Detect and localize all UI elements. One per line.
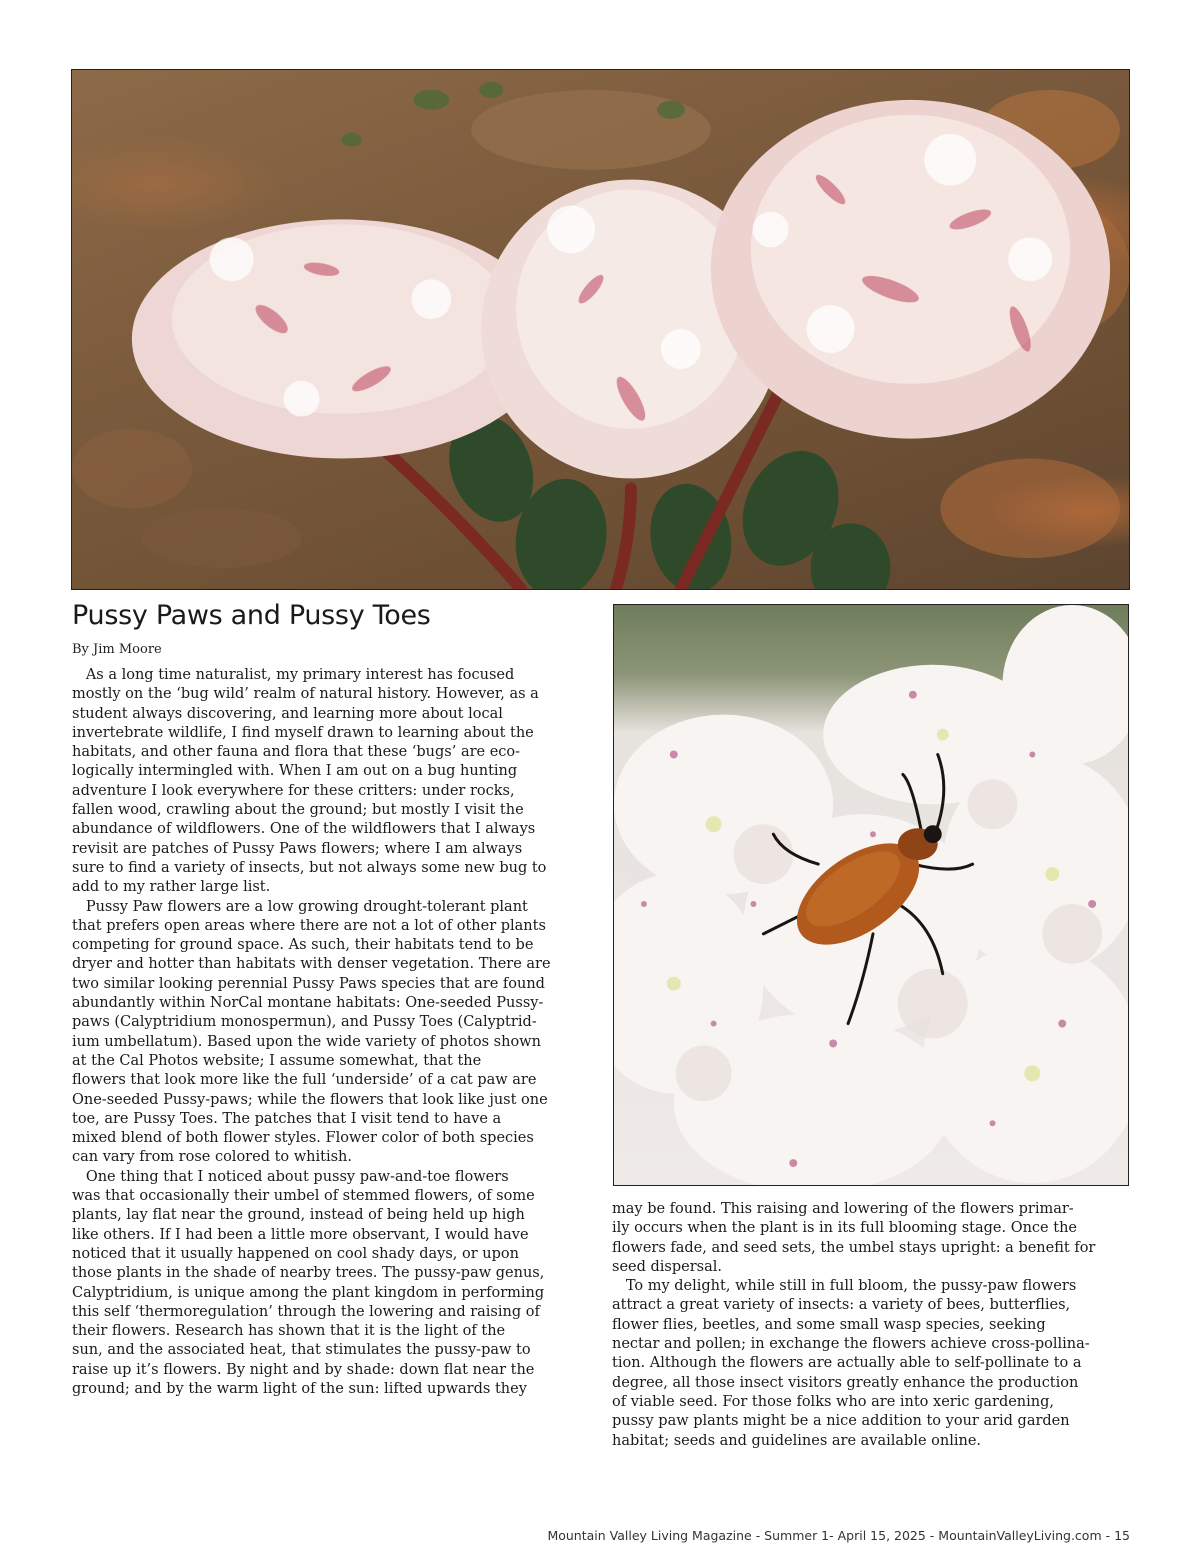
body-text-line: was that occasionally their umbel of stemmed flowers, of some: [72, 1188, 535, 1205]
body-text-line: toe, are Pussy Toes. The patches that I visit tend to have a: [72, 1110, 502, 1127]
body-text-line: add to my rather large list.: [72, 879, 271, 896]
body-text-line: at the Cal Photos website; I assume somewhat, that the: [72, 1052, 482, 1069]
body-text-line: student always discovering, and learning more about local: [72, 705, 503, 722]
body-text-line: flowers fade, and seed sets, the umbel stays upright: a benefit for: [612, 1239, 1096, 1256]
article-body-left-column: [72, 666, 592, 1399]
body-text-line: invertebrate wildlife, I find myself drawn to learning about the: [72, 724, 534, 741]
body-text-line: ily occurs when the plant is in its full blooming stage. Once the: [612, 1220, 1077, 1237]
body-text-line: attract a great variety of insects: a variety of bees, butterflies,: [612, 1297, 1071, 1314]
body-text-line: flowers that look more like the full ‘underside’ of a cat paw are: [72, 1072, 537, 1089]
beetle-photo-drawing: [614, 605, 1128, 1185]
body-text-line: habitats, and other fauna and flora that these ‘bugs’ are eco-: [72, 744, 521, 761]
pussy-paws-flowers-photo: [71, 69, 1130, 590]
body-text-line: like others. If I had been a little more observant, I would have: [72, 1226, 529, 1243]
body-text-line: abundantly within NorCal montane habitats: One-seeded Pussy-: [72, 995, 544, 1012]
body-text-line: flower flies, beetles, and some small wasp species, seeking: [612, 1316, 1046, 1333]
article-body-right-column: [612, 1200, 1130, 1451]
body-text-line: competing for ground space. As such, their habitats tend to be: [72, 937, 534, 954]
body-text-line: ium umbellatum). Based upon the wide variety of photos shown: [72, 1033, 541, 1050]
flowers-photo-drawing: [72, 70, 1129, 589]
body-text-line: As a long time naturalist, my primary interest has focused: [72, 667, 515, 683]
body-text-line: this self ‘thermoregulation’ through the lowering and raising of: [72, 1303, 540, 1320]
page-footer: Mountain Valley Living Magazine - Summer 1- April 15, 2025 - MountainValleyLiving.com - 15: [547, 1528, 1130, 1543]
body-text-line: sun, and the associated heat, that stimulates the pussy-paw to: [72, 1342, 531, 1359]
body-text-line: plants, lay flat near the ground, instead of being held up high: [72, 1207, 525, 1224]
body-text-line: noticed that it usually happened on cool shady days, or upon: [72, 1245, 519, 1262]
body-text-line: mixed blend of both flower styles. Flower color of both species: [72, 1130, 534, 1147]
body-text-line: ground; and by the warm light of the sun: lifted upwards they: [72, 1380, 527, 1397]
body-text-line: tion. Although the flowers are actually able to self-pollinate to a: [612, 1355, 1082, 1372]
body-text-line: degree, all those insect visitors greatly enhance the production: [612, 1374, 1079, 1391]
body-text-line: pussy paw plants might be a nice addition to your arid garden: [612, 1413, 1070, 1430]
body-text-line: may be found. This raising and lowering of the flowers primar-: [612, 1201, 1074, 1217]
body-text-line: fallen wood, crawling about the ground; but mostly I visit the: [72, 802, 524, 819]
body-text-line: Calyptridium, is unique among the plant kingdom in performing: [72, 1284, 545, 1301]
body-text-line: revisit are patches of Pussy Paws flowers; where I am always: [72, 840, 523, 857]
body-text-line: To my delight, while still in full bloom, the pussy-paw flowers: [612, 1278, 1077, 1295]
body-text-line: dryer and hotter than habitats with denser vegetation. There are: [72, 956, 551, 973]
body-text-line: Pussy Paw flowers are a low growing drought-tolerant plant: [72, 898, 528, 915]
body-text-line: two similar looking perennial Pussy Paws species that are found: [72, 975, 545, 992]
body-text-line: One-seeded Pussy-paws; while the flowers that look like just one: [72, 1091, 548, 1108]
body-text-line: mostly on the ‘bug wild’ realm of natural history. However, as a: [72, 686, 539, 703]
body-text-line: logically intermingled with. When I am out on a bug hunting: [72, 763, 518, 780]
body-text-line: paws (Calyptridium monospermun), and Pussy Toes (Calyptrid-: [72, 1014, 537, 1031]
beetle-on-flowers-photo: [613, 604, 1129, 1186]
body-text-line: raise up it’s flowers. By night and by shade: down flat near the: [72, 1361, 535, 1378]
body-text-line: sure to find a variety of insects, but not always some new bug to: [72, 859, 547, 876]
body-text-line: seed dispersal.: [612, 1258, 722, 1275]
body-text-line: those plants in the shade of nearby trees. The pussy-paw genus,: [72, 1265, 545, 1282]
article-title: Pussy Paws and Pussy Toes: [72, 600, 431, 631]
body-text-line: abundance of wildflowers. One of the wildflowers that I always: [72, 821, 536, 838]
body-text-line: their flowers. Research has shown that it is the light of the: [72, 1323, 506, 1340]
body-text-line: can vary from rose colored to whitish.: [72, 1149, 352, 1166]
body-text-line: habitat; seeds and guidelines are available online.: [612, 1432, 982, 1449]
body-text-line: adventure I look everywhere for these critters: under rocks,: [72, 782, 515, 799]
body-text-line: nectar and pollen; in exchange the flowers achieve cross-pollina-: [612, 1336, 1090, 1353]
article-byline: By Jim Moore: [72, 642, 162, 657]
body-text-line: of viable seed. For those folks who are into xeric gardening,: [612, 1393, 1055, 1410]
body-text-line: One thing that I noticed about pussy paw-and-toe flowers: [72, 1168, 509, 1185]
body-text-line: that prefers open areas where there are not a lot of other plants: [72, 917, 546, 934]
